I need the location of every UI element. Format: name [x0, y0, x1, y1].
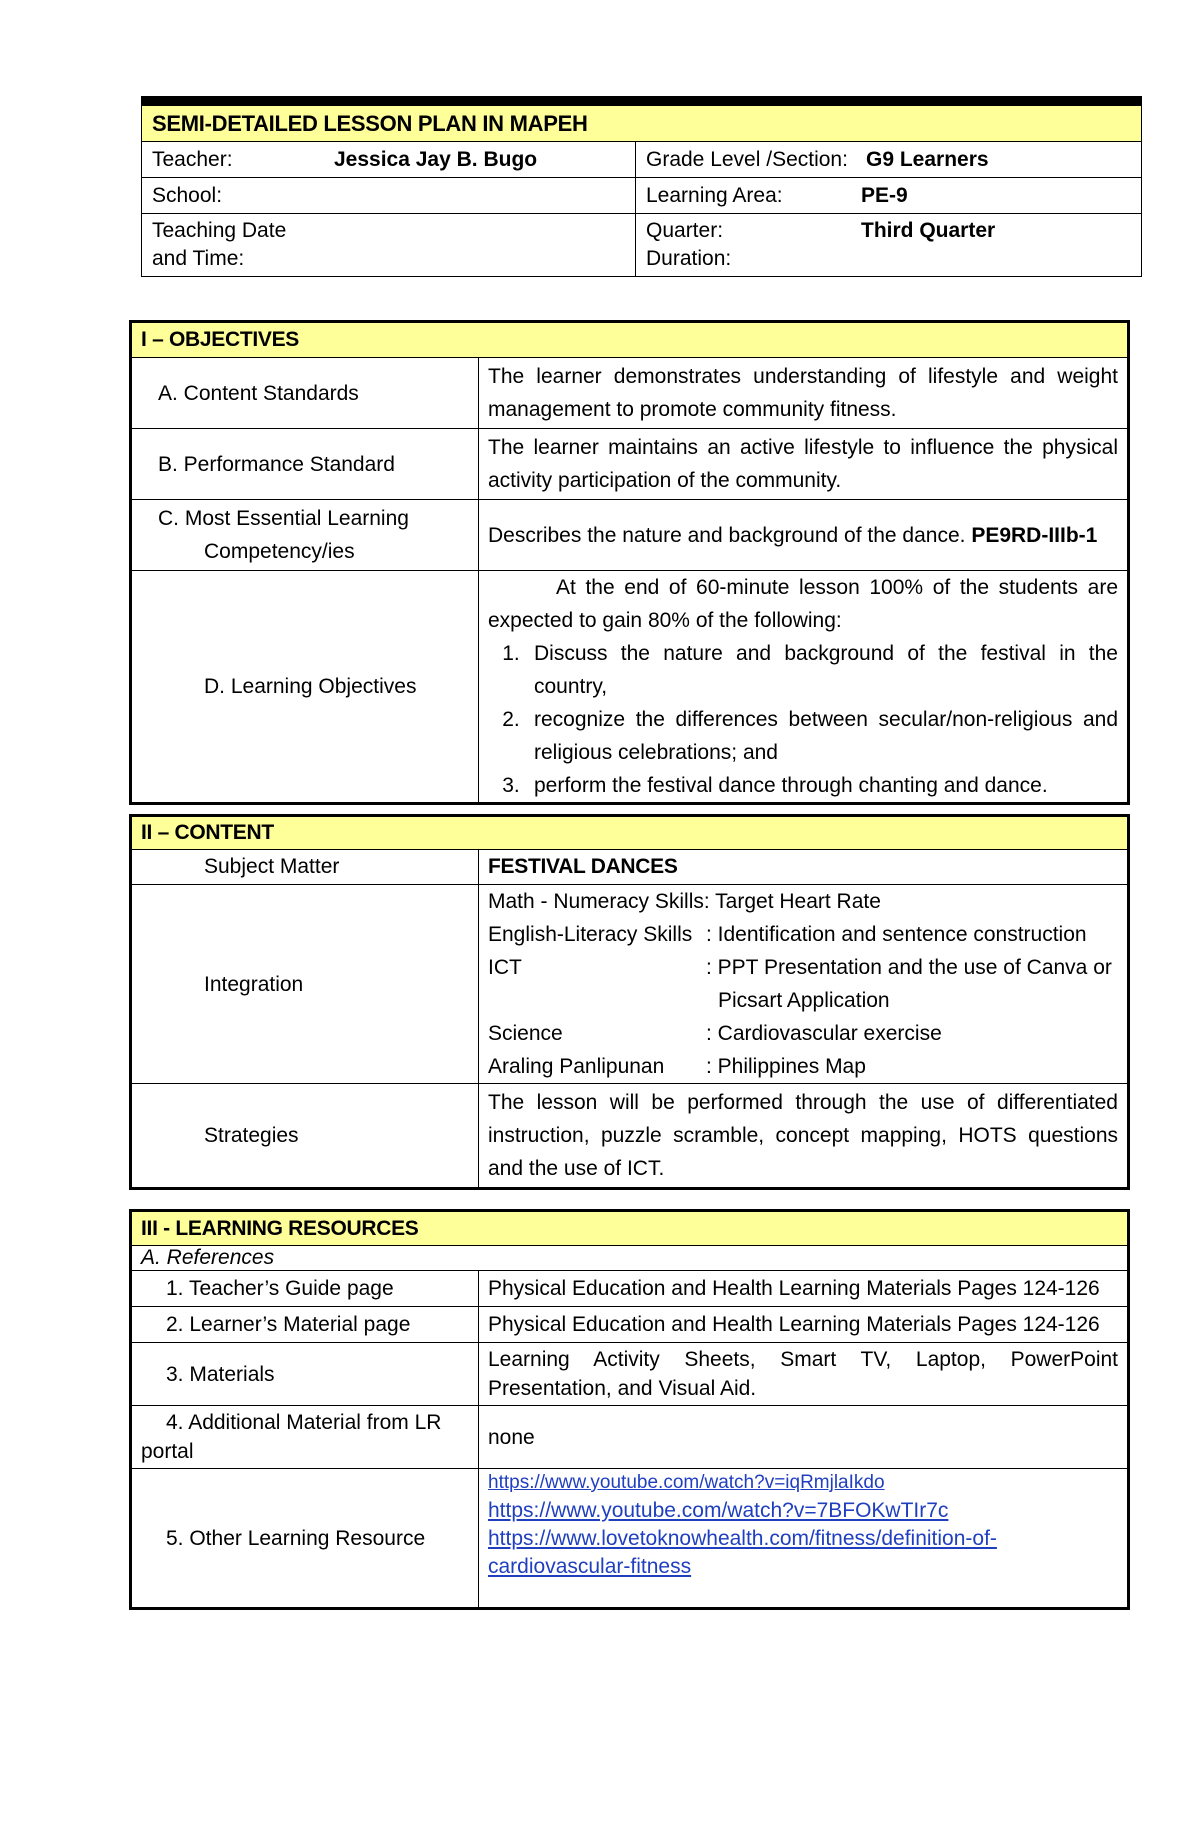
performance-standard-label-text: B. Performance Standard: [158, 452, 395, 476]
learning-objectives-label: [131, 571, 479, 804]
lovetoknow-link-continued[interactable]: cardiovascular-fitness: [488, 1555, 692, 1578]
school-label: School:: [152, 184, 223, 207]
learners-material-label: 2. Learner’s Material page: [131, 1307, 479, 1343]
other-resource-label: 5. Other Learning Resource: [131, 1469, 479, 1609]
subject-matter-value: FESTIVAL DANCES: [479, 850, 1129, 885]
integration-row: [488, 984, 1118, 1017]
school-cell: [142, 178, 636, 214]
integration-detail: : Philippines Map: [706, 1055, 866, 1078]
learning-objectives-label-text: D. Learning Objectives: [204, 675, 417, 698]
materials-label: 3. Materials: [131, 1343, 479, 1406]
performance-standard-text: The learner maintains an active lifestyle to influence the physical activity participation of the community.: [479, 429, 1129, 500]
learning-objective-number: 3.: [502, 774, 520, 797]
content-section: [129, 814, 1130, 1190]
competency-code: PE9RD-IIIb-1: [971, 523, 1098, 547]
integration-subject: ICT: [488, 956, 522, 979]
learning-objective-text: Discuss the nature and background of the festival in the country,: [534, 642, 1118, 698]
objectives-title: I – OBJECTIVES: [131, 322, 1129, 358]
learning-objective-number: 2.: [502, 708, 520, 731]
objectives-section: [129, 320, 1130, 805]
learning-objective-text: recognize the differences between secular/non-religious and religious celebrations; and: [534, 708, 1118, 764]
integration-details: [479, 885, 1129, 1084]
additional-material-label-1: 4. Additional Material from LR: [166, 1411, 442, 1434]
subject-matter-label-text: Subject Matter: [204, 855, 340, 878]
integration-list: [488, 918, 1118, 1083]
additional-material-label: [131, 1406, 479, 1469]
teachers-guide-label: 1. Teacher’s Guide page: [131, 1271, 479, 1307]
competency-label-2: Competency/ies: [204, 540, 355, 563]
grade-value: G9 Learners: [866, 148, 989, 171]
lesson-plan-header: [141, 96, 1142, 277]
area-value: PE-9: [861, 184, 908, 207]
competency-label: [131, 500, 479, 571]
content-standards-label-text: A. Content Standards: [158, 381, 359, 405]
learning-objective-item: [488, 637, 1118, 703]
additional-material-label-2: portal: [141, 1440, 194, 1463]
youtube-link-2[interactable]: https://www.youtube.com/watch?v=7BFOKwTIr7c: [488, 1499, 949, 1522]
integration-label: [131, 885, 479, 1084]
references-heading: A. References: [131, 1246, 1129, 1271]
performance-standard-label: [131, 429, 479, 500]
grade-label: Grade Level /Section:: [646, 148, 848, 171]
header-title-text: SEMI-DETAILED LESSON PLAN IN MAPEH: [152, 111, 588, 136]
integration-row: [488, 918, 1118, 951]
integration-subject: Araling Panlipunan: [488, 1055, 665, 1078]
date-cell: [142, 214, 636, 277]
integration-row: [488, 1050, 1118, 1083]
integration-detail: : Cardiovascular exercise: [706, 1022, 942, 1045]
integration-label-text: Integration: [204, 972, 304, 996]
content-standards-label: [131, 358, 479, 429]
teacher-cell: [142, 142, 636, 178]
integration-math: Math - Numeracy Skills: Target Heart Rate: [488, 890, 881, 913]
materials-value: Learning Activity Sheets, Smart TV, Laptop, PowerPoint Presentation, and Visual Aid.: [479, 1343, 1129, 1406]
date-label-1: Teaching Date: [152, 219, 287, 242]
learning-objective-number: 1.: [502, 642, 520, 665]
area-cell: [636, 178, 1142, 214]
quarter-label: Quarter:: [646, 219, 724, 242]
content-standards-text: The learner demonstrates understanding of lifestyle and weight management to promote community fitness.: [479, 358, 1129, 429]
integration-subject: [488, 984, 706, 1017]
strategies-text: The lesson will be performed through the use of differentiated instruction, puzzle scramble, concept mapping, HOTS questions and the use of ICT.: [479, 1084, 1129, 1189]
learning-objectives-text: [479, 571, 1129, 804]
strategies-label: [131, 1084, 479, 1189]
learning-objective-item: [488, 769, 1118, 802]
competency-text: [479, 500, 1129, 571]
teacher-label: Teacher:: [152, 148, 233, 171]
integration-row: [488, 951, 1118, 984]
competency-description: Describes the nature and background of the dance.: [488, 523, 966, 547]
learners-material-value: Physical Education and Health Learning Materials Pages 124-126: [479, 1307, 1129, 1343]
integration-detail: : PPT Presentation and the use of Canva or: [706, 956, 1112, 979]
integration-detail: Picsart Application: [718, 989, 890, 1012]
teachers-guide-value: Physical Education and Health Learning Materials Pages 124-126: [479, 1271, 1129, 1307]
resources-title: III - LEARNING RESOURCES: [131, 1211, 1129, 1246]
header-title: [142, 101, 1142, 142]
subject-matter-label: [131, 850, 479, 885]
teacher-value: Jessica Jay B. Bugo: [334, 148, 538, 171]
other-resource-links: [479, 1469, 1129, 1609]
learning-objective-text: perform the festival dance through chanting and dance.: [534, 774, 1048, 797]
learning-resources-section: [129, 1209, 1130, 1610]
lovetoknow-link[interactable]: https://www.lovetoknowhealth.com/fitness/definition-of-: [488, 1527, 997, 1550]
grade-cell: [636, 142, 1142, 178]
integration-subject: Science: [488, 1022, 563, 1045]
integration-row: [488, 1017, 1118, 1050]
youtube-link-1[interactable]: https://www.youtube.com/watch?v=iqRmjlaIkdo: [488, 1472, 885, 1493]
integration-subject: English-Literacy Skills: [488, 923, 693, 946]
learning-objectives-intro: At the end of 60-minute lesson 100% of the students are expected to gain 80% of the following:: [488, 576, 1118, 632]
content-title: II – CONTENT: [131, 816, 1129, 850]
quarter-cell: [636, 214, 1142, 277]
quarter-value: Third Quarter: [861, 219, 996, 242]
learning-objectives-list: [488, 637, 1118, 802]
learning-objective-item: [488, 703, 1118, 769]
date-label-2: and Time:: [152, 247, 245, 270]
competency-label-1: C. Most Essential Learning: [158, 507, 409, 530]
strategies-label-text: Strategies: [204, 1124, 299, 1147]
additional-material-value: none: [479, 1406, 1129, 1469]
integration-detail: : Identification and sentence construction: [706, 923, 1087, 946]
duration-label: Duration:: [646, 247, 732, 270]
area-label: Learning Area:: [646, 184, 783, 207]
